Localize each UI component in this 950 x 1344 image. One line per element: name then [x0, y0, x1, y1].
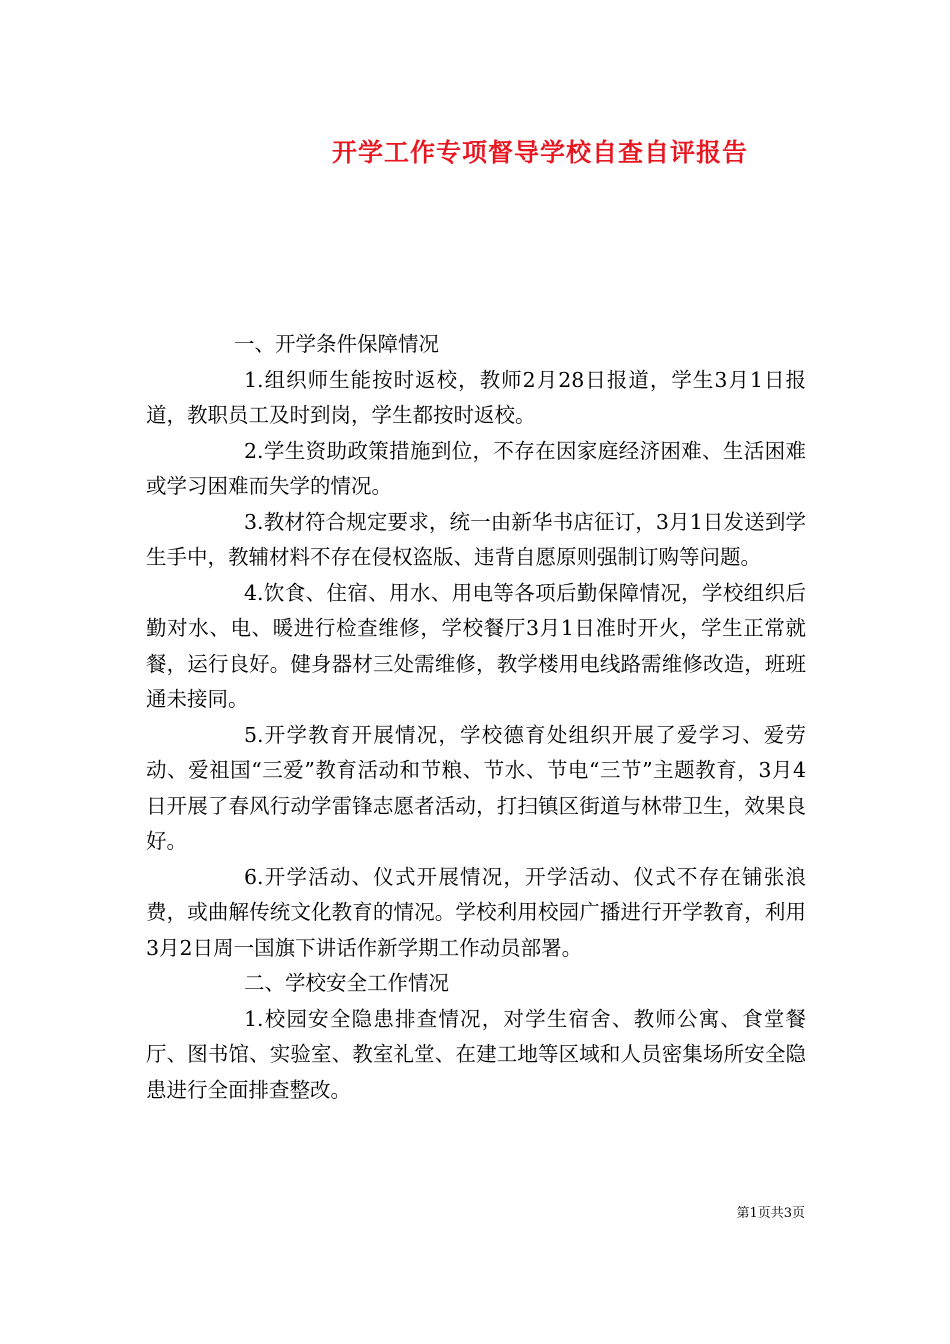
- paragraph-1-5: 5.开学教育开展情况，学校德育处组织开展了爱学习、爱劳动、爱祖国“三爱”教育活动和节粮、节水、节电“三节”主题教育，3月4日开展了春风行动学雷锋志愿者活动，打扫镇区街道与林带卫生，效果良好。: [146, 722, 806, 853]
- paragraph-1-4: 4.饮食、住宿、用水、用电等各项后勤保障情况，学校组织后勤对水、电、暖进行检查维修，学校餐厅3月1日准时开火，学生正常就餐，运行良好。健身器材三处需维修，教学楼用电线路需维修改造，班班通未接同。: [146, 580, 806, 711]
- paragraph-1-2: 2.学生资助政策措施到位，不存在因家庭经济困难、生活困难或学习困难而失学的情况。: [146, 438, 806, 498]
- page-number: 第1页共3页: [736, 1206, 805, 1221]
- paragraph-2-1: 1.校园安全隐患排查情况，对学生宿舍、教师公寓、食堂餐厅、图书馆、实验室、教室礼堂、在建工地等区域和人员密集场所安全隐患进行全面排查整改。: [146, 1006, 806, 1102]
- document-body: [146, 327, 806, 1108]
- document-title: 开学工作专项督导学校自查自评报告: [331, 138, 748, 167]
- section-heading-2: 二、学校安全工作情况: [244, 971, 449, 995]
- paragraph-1-6: 6.开学活动、仪式开展情况，开学活动、仪式不存在铺张浪费，或曲解传统文化教育的情况。学校利用校园广播进行开学教育，利用3月2日周一国旗下讲话作新学期工作动员部署。: [146, 864, 806, 960]
- section-heading-1: 一、开学条件保障情况: [234, 332, 439, 356]
- paragraph-1-1: 1.组织师生能按时返校，教师2月28日报道，学生3月1日报道，教职员工及时到岗，学生都按时返校。: [146, 367, 806, 427]
- paragraph-1-3: 3.教材符合规定要求，统一由新华书店征订，3月1日发送到学生手中，教辅材料不存在侵权盗版、违背自愿原则强制订购等问题。: [146, 509, 806, 569]
